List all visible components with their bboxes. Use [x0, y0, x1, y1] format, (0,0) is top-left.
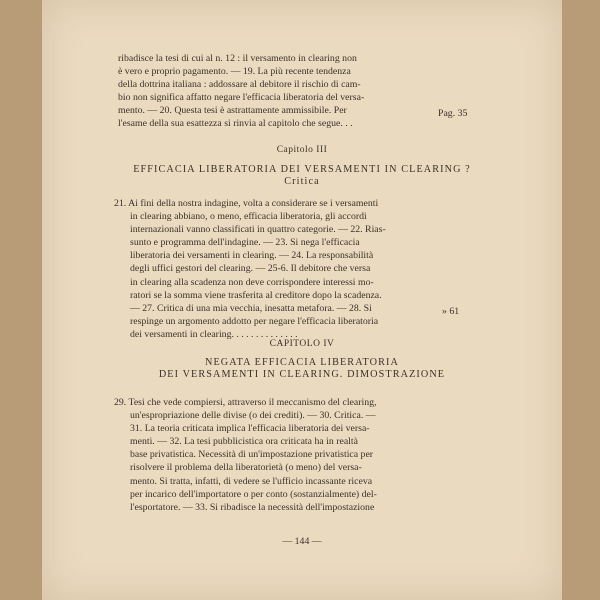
chapter3-summary	[114, 197, 454, 341]
chapter3-line: 21. Ai fini della nostra indagine, volta a considerare se i versamenti	[114, 198, 379, 209]
chapter4-line: un'espropriazione delle divise (o dei crediti). — 30. Critica. —	[130, 410, 376, 422]
section1-line: l'esame della sua esattezza si rinvia al capitolo che segue. . .	[118, 118, 353, 130]
section1-line: è vero e proprio pagamento. — 19. La più recente tendenza	[118, 66, 351, 78]
chapter4-line: l'esportatore. — 33. Si ribadisce la necessità dell'impostazione	[130, 501, 375, 513]
chapter4-line: mento. Si tratta, infatti, di vedere se l'ufficio incassante riceva	[130, 475, 373, 487]
book-page	[42, 0, 562, 600]
section1-summary	[118, 52, 458, 131]
chapter4-label: CAPITOLO IV	[269, 339, 335, 349]
chapter3-label: Capitolo III	[276, 145, 328, 155]
chapter3-line: dei versamenti in clearing. . . . . . . . . . . . . .	[130, 328, 298, 340]
section1-line: bio non significa affatto negare l'efficacia liberatoria del versa-	[118, 92, 365, 104]
chapter3-line: ratori se la somma viene trasferita al creditore dopo la scadenza.	[130, 289, 382, 301]
section1-line: della dottrina italiana : addossare al debitore il rischio di cam-	[118, 79, 361, 91]
page-number: — 144 —	[282, 536, 322, 547]
chapter4-summary	[114, 396, 454, 514]
chapter3-line: in clearing alla scadenza non deve corrispondere interessi mo-	[130, 276, 374, 288]
chapter3-line: in clearing abbiano, o meno, efficacia liberatoria, gli accordi	[130, 211, 367, 223]
chapter3-line: sunto e programma dell'indagine. — 23. Si nega l'efficacia	[130, 237, 360, 249]
chapter3-title-line2: Critica	[284, 176, 320, 187]
chapter4-line: per incarico dell'importatore o per conto (sostanzialmente) del-	[130, 488, 377, 500]
chapter3-line: internazionali vanno classificati in quattro categorie. — 22. Rias-	[130, 224, 386, 236]
chapter3-page-ref: » 61	[442, 306, 460, 317]
section1-line: mento. — 20. Questa tesi è astrattamente ammissibile. Per	[118, 105, 347, 117]
chapter4-line: risolvere il problema della liberatorietà (o meno) del versa-	[130, 462, 362, 474]
chapter4-title-line2: DEI VERSAMENTI IN CLEARING. DIMOSTRAZIONE	[158, 369, 446, 380]
chapter3-line: liberatoria dei versamenti in clearing. — 24. La responsabilità	[130, 250, 374, 262]
chapter4-line: 29. Tesi che vede compiersi, attraverso il meccanismo del clearing,	[114, 397, 377, 408]
chapter4-line: base privatistica. Necessità di un'impostazione privatistica per	[130, 449, 374, 461]
section1-page-ref: Pag. 35	[438, 108, 468, 119]
chapter3-line: degli uffici gestori del clearing. — 25-6. Il debitore che versa	[130, 263, 371, 275]
chapter4-title-line1: NEGATA EFFICACIA LIBERATORIA	[205, 357, 399, 368]
chapter4-line: menti. — 32. La tesi pubblicistica ora criticata ha in realtà	[130, 436, 358, 448]
chapter3-line: — 27. Critica di una mia vecchia, inesatta metafora. — 28. Si	[130, 302, 372, 314]
chapter3-title-line1: EFFICACIA LIBERATORIA DEI VERSAMENTI IN CLEARING ?	[133, 164, 471, 175]
section1-line: ribadisce la tesi di cui al n. 12 : il versamento in clearing non	[118, 53, 357, 64]
chapter3-line: respinge un argomento addotto per negare l'efficacia liberatoria	[130, 315, 379, 327]
chapter4-line: 31. La teoria criticata implica l'efficacia liberatoria dei versa-	[130, 423, 370, 435]
